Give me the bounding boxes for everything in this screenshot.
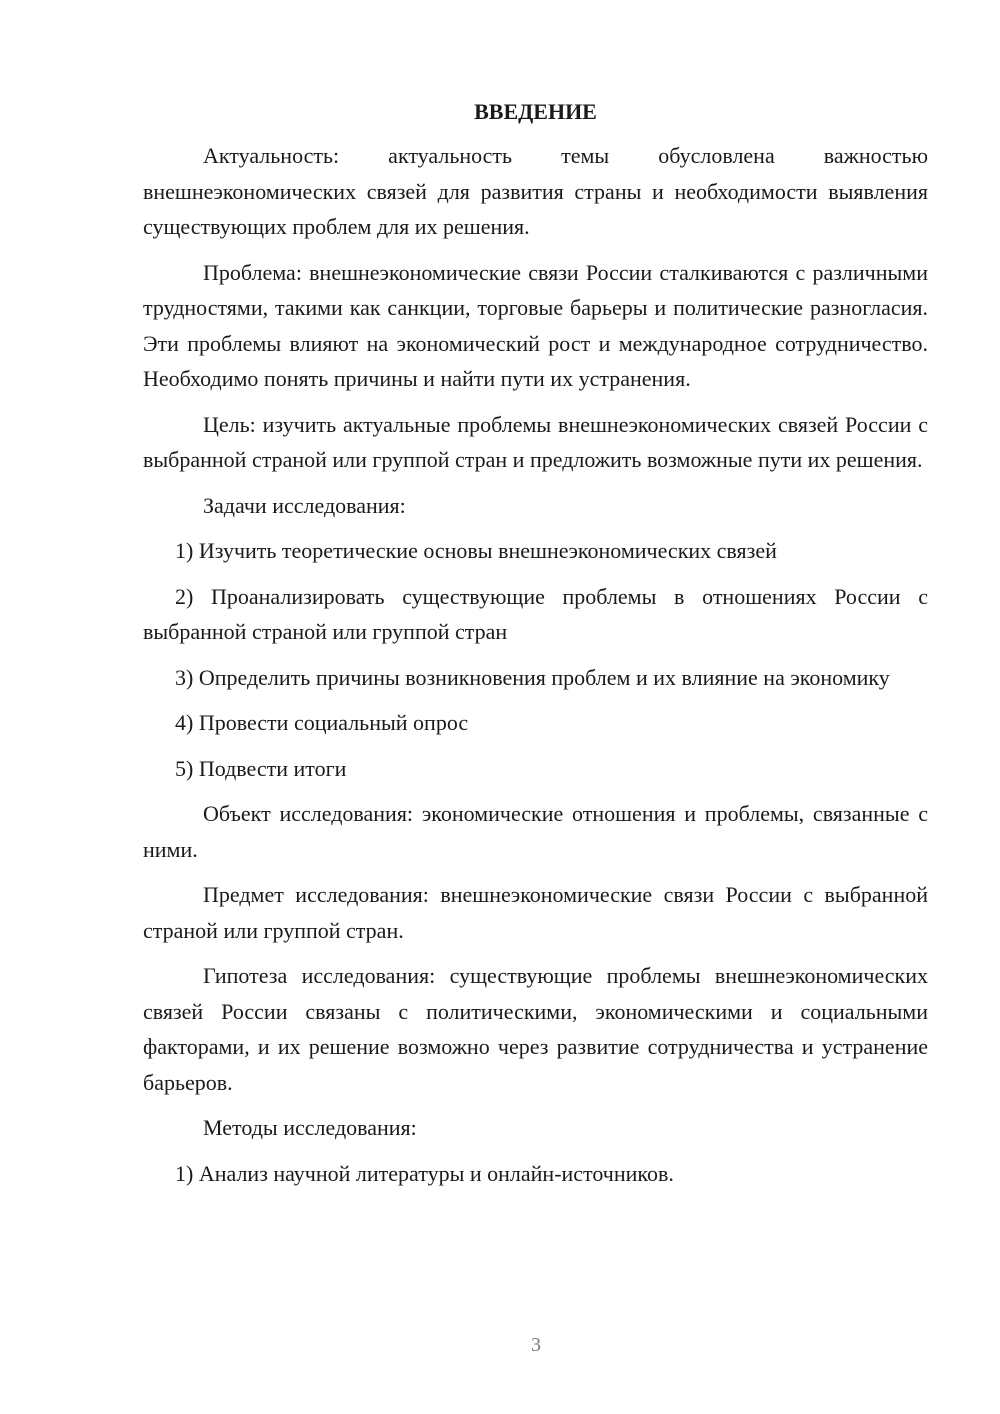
relevance-paragraph: Актуальность: актуальность темы обусловлена важностью внешнеэкономических связей для развития страны и необходимости выявления существующих проблем для их решения.	[143, 143, 928, 239]
task-item-1: 1) Изучить теоретические основы внешнеэкономических связей	[175, 538, 777, 563]
task-item-2: 2) Проанализировать существующие проблемы в отношениях России с выбранной страной или группой стран	[143, 583, 928, 644]
task-item-5: 5) Подвести итоги	[175, 755, 347, 781]
problem-paragraph: Проблема: внешнеэкономические связи России сталкиваются с различными трудностями, такими как санкции, торговые барьеры и политические разногласия. Эти проблемы влияют на экономический рост и международное сотрудничество. Необходимо понять причины и найти пути их устранения.	[143, 259, 928, 391]
method-item-1: 1) Анализ научной литературы и онлайн-источников.	[175, 1160, 674, 1186]
methods-heading: Методы исследования:	[203, 1115, 417, 1140]
document-page	[143, 94, 928, 1201]
object-paragraph: Объект исследования: экономические отношения и проблемы, связанные с ними.	[143, 801, 928, 862]
page-number: 3	[531, 1334, 541, 1356]
subject-paragraph: Предмет исследования: внешнеэкономические связи России с выбранной страной или группой стран.	[143, 882, 928, 943]
tasks-heading: Задачи исследования:	[203, 492, 406, 518]
section-title: ВВЕДЕНИЕ	[474, 99, 597, 124]
hypothesis-paragraph: Гипотеза исследования: существующие проблемы внешнеэкономических связей России связаны с политическими, экономическими и социальными факторами, и их решение возможно через развитие сотрудничества и устранение барьеров.	[143, 963, 928, 1095]
task-item-4: 4) Провести социальный опрос	[175, 710, 469, 735]
task-item-3: 3) Определить причины возникновения проблем и их влияние на экономику	[175, 664, 890, 690]
goal-paragraph: Цель: изучить актуальные проблемы внешнеэкономических связей России с выбранной страной или группой стран и предложить возможные пути их решения.	[143, 411, 928, 472]
